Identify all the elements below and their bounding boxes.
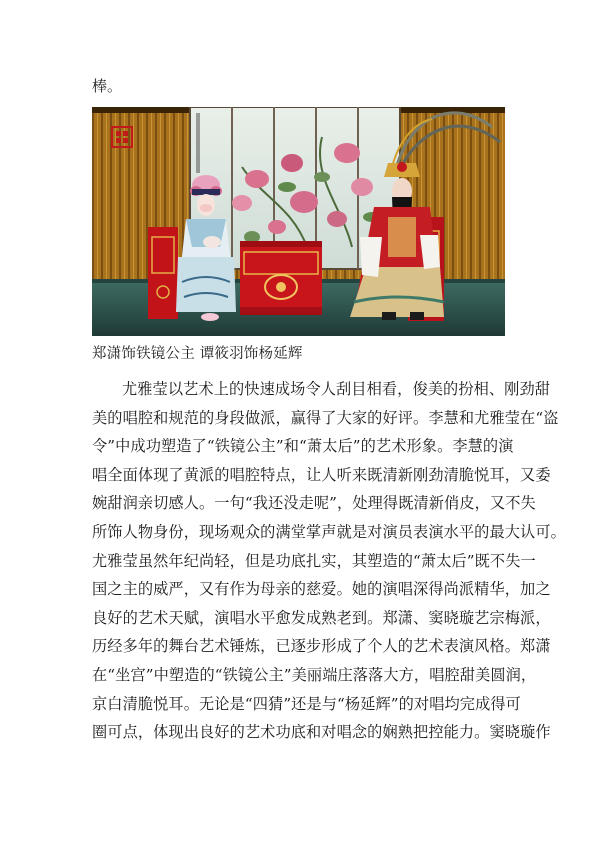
opera-stage-illustration (92, 107, 505, 336)
paragraph-line: 京白清脆悦耳。无论是“四猜”还是与“杨延辉”的对唱均完成得可 (92, 694, 521, 713)
paragraph-line: 国之主的威严，又有作为母亲的慈爱。她的演唱深得尚派精华，加之 (92, 580, 551, 599)
paragraph-line: 良好的艺术天赋，演唱水平愈发成熟老到。郑潇、窦晓璇艺宗梅派， (92, 608, 551, 627)
paragraph-line: 尤雅莹以艺术上的快速成场令人刮目相看，俊美的扮相、刚劲甜 (122, 380, 551, 398)
lead-text: 棒。 (92, 77, 123, 95)
paragraph-line: 尤雅莹虽然年纪尚轻，但是功底扎实，其塑造的“萧太后”既不失一 (92, 551, 536, 570)
photo-caption: 郑潇饰铁镜公主 谭筱羽饰杨延辉 (92, 346, 303, 362)
paragraph-line: 美的唱腔和规范的身段做派，赢得了大家的好评。李慧和尤雅莹在“盗 (92, 408, 559, 427)
paragraph-line: 在“坐宫”中塑造的“铁镜公主”美丽端庄落落大方，唱腔甜美圆润， (92, 665, 537, 684)
paragraph-line: 婉甜润亲切感人。一句“我还没走呢”，处理得既清新俏皮，又不失 (92, 494, 536, 513)
red-table (240, 241, 322, 315)
left-chair (148, 227, 178, 319)
paragraph-line: 所饰人物身份，现场观众的满堂掌声就是对演员表演水平的最大认可。 (92, 522, 566, 541)
article-paragraph (92, 375, 566, 747)
paragraph-line: 唱全面体现了黄派的唱腔特点，让人听来既清新刚劲清脆悦耳，又委 (92, 465, 551, 484)
paragraph-line: 历经多年的舞台艺术锤炼，已逐步形成了个人的艺术表演风格。郑潇 (92, 637, 551, 656)
opera-photo (92, 107, 505, 336)
paragraph-line: 圈可点，体现出良好的艺术功底和对唱念的娴熟把控能力。窦晓璇作 (92, 723, 551, 742)
paragraph-line: 令”中成功塑造了“铁镜公主”和“萧太后”的艺术形象。李慧的演 (92, 437, 514, 456)
